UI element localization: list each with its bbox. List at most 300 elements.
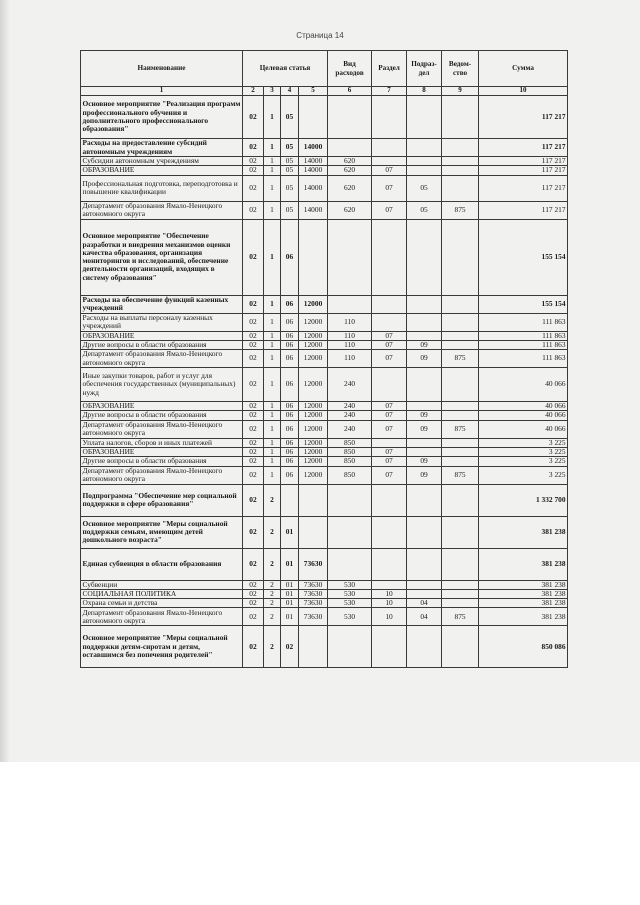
direction-code: 14000 bbox=[299, 139, 328, 157]
expense-kind: 240 bbox=[328, 368, 372, 402]
table-row bbox=[81, 457, 568, 466]
row-sum: 381 238 bbox=[479, 608, 568, 626]
department-code bbox=[442, 548, 479, 580]
subprogram-code: 1 bbox=[264, 313, 281, 331]
direction-code: 73630 bbox=[299, 580, 328, 589]
row-sum: 155 154 bbox=[479, 219, 568, 295]
direction-code: 12000 bbox=[299, 350, 328, 368]
subprogram-code: 1 bbox=[264, 219, 281, 295]
row-sum: 117 217 bbox=[479, 166, 568, 175]
expense-kind bbox=[328, 96, 372, 139]
program-code: 02 bbox=[243, 589, 264, 598]
activity-code: 06 bbox=[281, 340, 299, 349]
direction-code: 73630 bbox=[299, 589, 328, 598]
row-name: Департамент образования Ямало-Ненецкого автономного округа bbox=[81, 350, 243, 368]
activity-code: 06 bbox=[281, 368, 299, 402]
activity-code: 05 bbox=[281, 166, 299, 175]
row-name: Департамент образования Ямало-Ненецкого автономного округа bbox=[81, 201, 243, 219]
section-code: 07 bbox=[372, 350, 407, 368]
program-code: 02 bbox=[243, 484, 264, 516]
table-row bbox=[81, 580, 568, 589]
section-code: 07 bbox=[372, 411, 407, 420]
subsection-code bbox=[407, 166, 442, 175]
activity-code: 06 bbox=[281, 420, 299, 438]
department-code: 875 bbox=[442, 608, 479, 626]
section-code: 10 bbox=[372, 608, 407, 626]
expense-kind: 850 bbox=[328, 438, 372, 447]
department-code bbox=[442, 175, 479, 201]
direction-code: 14000 bbox=[299, 157, 328, 166]
subprogram-code: 2 bbox=[264, 599, 281, 608]
program-code: 02 bbox=[243, 175, 264, 201]
row-sum: 3 225 bbox=[479, 457, 568, 466]
subsection-code: 09 bbox=[407, 340, 442, 349]
activity-code: 01 bbox=[281, 589, 299, 598]
subprogram-code: 1 bbox=[264, 340, 281, 349]
row-name: Расходы на выплаты персоналу казенных учреждений bbox=[81, 313, 243, 331]
subsection-code: 09 bbox=[407, 411, 442, 420]
expense-kind: 110 bbox=[328, 331, 372, 340]
section-code: 07 bbox=[372, 466, 407, 484]
subprogram-code: 1 bbox=[264, 447, 281, 456]
row-sum: 40 066 bbox=[479, 402, 568, 411]
program-code: 02 bbox=[243, 166, 264, 175]
row-sum: 111 863 bbox=[479, 313, 568, 331]
subsection-code bbox=[407, 447, 442, 456]
program-code: 02 bbox=[243, 599, 264, 608]
header-expense-kind: Вид расходов bbox=[328, 51, 372, 87]
row-name: Другие вопросы в области образования bbox=[81, 411, 243, 420]
department-code bbox=[442, 157, 479, 166]
subsection-code bbox=[407, 580, 442, 589]
row-name: ОБРАЗОВАНИЕ bbox=[81, 447, 243, 456]
row-name: Подпрограмма "Обеспечение мер социальной поддержки в сфере образования" bbox=[81, 484, 243, 516]
column-number: 10 bbox=[479, 87, 568, 96]
table-row bbox=[81, 201, 568, 219]
header-subsection: Подраз-дел bbox=[407, 51, 442, 87]
row-sum: 117 217 bbox=[479, 175, 568, 201]
subprogram-code: 1 bbox=[264, 201, 281, 219]
subsection-code bbox=[407, 313, 442, 331]
subsection-code bbox=[407, 516, 442, 548]
subprogram-code: 1 bbox=[264, 438, 281, 447]
subsection-code bbox=[407, 589, 442, 598]
table-row bbox=[81, 139, 568, 157]
column-number: 1 bbox=[81, 87, 243, 96]
row-sum: 3 225 bbox=[479, 466, 568, 484]
direction-code bbox=[299, 484, 328, 516]
direction-code: 73630 bbox=[299, 548, 328, 580]
program-code: 02 bbox=[243, 313, 264, 331]
table-row bbox=[81, 166, 568, 175]
row-name: Основное мероприятие "Меры социальной поддержки семьям, имеющим детей дошкольного возраста" bbox=[81, 516, 243, 548]
program-code: 02 bbox=[243, 626, 264, 668]
row-name: Охрана семьи и детства bbox=[81, 599, 243, 608]
section-code bbox=[372, 295, 407, 313]
row-name: Основное мероприятие "Реализация программ профессионального обучения и дополнительного профессионального образования" bbox=[81, 96, 243, 139]
subprogram-code: 1 bbox=[264, 157, 281, 166]
header-sum: Сумма bbox=[479, 51, 568, 87]
table-row bbox=[81, 313, 568, 331]
direction-code: 12000 bbox=[299, 340, 328, 349]
expense-kind bbox=[328, 219, 372, 295]
program-code: 02 bbox=[243, 368, 264, 402]
section-code: 07 bbox=[372, 201, 407, 219]
row-name: Департамент образования Ямало-Ненецкого автономного округа bbox=[81, 420, 243, 438]
row-sum: 111 863 bbox=[479, 340, 568, 349]
subsection-code bbox=[407, 295, 442, 313]
subsection-code: 09 bbox=[407, 466, 442, 484]
program-code: 02 bbox=[243, 402, 264, 411]
activity-code: 02 bbox=[281, 626, 299, 668]
subsection-code: 09 bbox=[407, 420, 442, 438]
activity-code: 05 bbox=[281, 175, 299, 201]
row-sum: 117 217 bbox=[479, 139, 568, 157]
table-row bbox=[81, 175, 568, 201]
direction-code: 73630 bbox=[299, 599, 328, 608]
row-sum: 3 225 bbox=[479, 438, 568, 447]
activity-code: 06 bbox=[281, 331, 299, 340]
subprogram-code: 1 bbox=[264, 402, 281, 411]
section-code bbox=[372, 438, 407, 447]
activity-code: 05 bbox=[281, 96, 299, 139]
section-code bbox=[372, 157, 407, 166]
subprogram-code: 1 bbox=[264, 166, 281, 175]
row-name: Иные закупки товаров, работ и услуг для обеспечения государственных (муниципальных) нужд bbox=[81, 368, 243, 402]
program-code: 02 bbox=[243, 516, 264, 548]
subsection-code: 09 bbox=[407, 457, 442, 466]
table-row bbox=[81, 447, 568, 456]
department-code bbox=[442, 96, 479, 139]
activity-code: 05 bbox=[281, 157, 299, 166]
activity-code: 05 bbox=[281, 201, 299, 219]
table-row bbox=[81, 516, 568, 548]
table-row bbox=[81, 411, 568, 420]
activity-code: 06 bbox=[281, 219, 299, 295]
program-code: 02 bbox=[243, 420, 264, 438]
row-name: Субсидии автономным учреждениям bbox=[81, 157, 243, 166]
section-code: 07 bbox=[372, 340, 407, 349]
department-code bbox=[442, 295, 479, 313]
direction-code: 12000 bbox=[299, 331, 328, 340]
row-sum: 381 238 bbox=[479, 599, 568, 608]
row-name: Департамент образования Ямало-Ненецкого автономного округа bbox=[81, 466, 243, 484]
subsection-code bbox=[407, 219, 442, 295]
budget-table bbox=[80, 50, 568, 668]
row-sum: 155 154 bbox=[479, 295, 568, 313]
subprogram-code: 2 bbox=[264, 608, 281, 626]
department-code bbox=[442, 166, 479, 175]
direction-code: 12000 bbox=[299, 368, 328, 402]
activity-code: 01 bbox=[281, 580, 299, 589]
expense-kind: 530 bbox=[328, 608, 372, 626]
table-row bbox=[81, 350, 568, 368]
department-code bbox=[442, 219, 479, 295]
table-row bbox=[81, 402, 568, 411]
section-code bbox=[372, 548, 407, 580]
department-code: 875 bbox=[442, 466, 479, 484]
subsection-code bbox=[407, 157, 442, 166]
department-code bbox=[442, 411, 479, 420]
subsection-code bbox=[407, 484, 442, 516]
subsection-code: 04 bbox=[407, 608, 442, 626]
expense-kind: 110 bbox=[328, 340, 372, 349]
row-sum: 40 066 bbox=[479, 411, 568, 420]
subprogram-code: 1 bbox=[264, 139, 281, 157]
expense-kind: 240 bbox=[328, 420, 372, 438]
subsection-code bbox=[407, 438, 442, 447]
row-name: Основное мероприятие "Обеспечение разработки и внедрения механизмов оценки качества образования, организация мониторингов и исследований, обеспечение деятельности организаций, входящих в систему образования" bbox=[81, 219, 243, 295]
row-sum: 850 086 bbox=[479, 626, 568, 668]
table-row bbox=[81, 608, 568, 626]
program-code: 02 bbox=[243, 219, 264, 295]
column-number: 7 bbox=[372, 87, 407, 96]
activity-code: 01 bbox=[281, 599, 299, 608]
program-code: 02 bbox=[243, 438, 264, 447]
column-number: 6 bbox=[328, 87, 372, 96]
row-sum: 381 238 bbox=[479, 548, 568, 580]
direction-code: 12000 bbox=[299, 457, 328, 466]
department-code bbox=[442, 580, 479, 589]
direction-code: 12000 bbox=[299, 438, 328, 447]
direction-code: 12000 bbox=[299, 466, 328, 484]
section-code: 07 bbox=[372, 166, 407, 175]
header-name: Наименование bbox=[81, 51, 243, 87]
table-row bbox=[81, 484, 568, 516]
subprogram-code: 2 bbox=[264, 516, 281, 548]
expense-kind: 620 bbox=[328, 201, 372, 219]
row-sum: 381 238 bbox=[479, 516, 568, 548]
section-code: 07 bbox=[372, 331, 407, 340]
expense-kind bbox=[328, 484, 372, 516]
activity-code: 06 bbox=[281, 402, 299, 411]
subsection-code bbox=[407, 368, 442, 402]
activity-code: 01 bbox=[281, 608, 299, 626]
section-code bbox=[372, 368, 407, 402]
subprogram-code: 1 bbox=[264, 175, 281, 201]
subprogram-code: 1 bbox=[264, 420, 281, 438]
activity-code: 06 bbox=[281, 411, 299, 420]
subsection-code: 05 bbox=[407, 175, 442, 201]
activity-code: 06 bbox=[281, 438, 299, 447]
direction-code: 73630 bbox=[299, 608, 328, 626]
program-code: 02 bbox=[243, 340, 264, 349]
department-code bbox=[442, 402, 479, 411]
expense-kind: 850 bbox=[328, 457, 372, 466]
column-number-row bbox=[81, 87, 568, 96]
subsection-code bbox=[407, 139, 442, 157]
expense-kind: 530 bbox=[328, 589, 372, 598]
row-sum: 117 217 bbox=[479, 201, 568, 219]
program-code: 02 bbox=[243, 466, 264, 484]
department-code bbox=[442, 368, 479, 402]
direction-code: 12000 bbox=[299, 313, 328, 331]
section-code bbox=[372, 139, 407, 157]
row-sum: 40 066 bbox=[479, 420, 568, 438]
expense-kind: 110 bbox=[328, 350, 372, 368]
activity-code: 06 bbox=[281, 350, 299, 368]
section-code: 10 bbox=[372, 589, 407, 598]
table-row bbox=[81, 420, 568, 438]
section-code: 07 bbox=[372, 402, 407, 411]
table-row bbox=[81, 368, 568, 402]
section-code bbox=[372, 580, 407, 589]
subprogram-code: 1 bbox=[264, 411, 281, 420]
department-code bbox=[442, 313, 479, 331]
column-number: 4 bbox=[281, 87, 299, 96]
direction-code bbox=[299, 219, 328, 295]
column-number: 8 bbox=[407, 87, 442, 96]
direction-code bbox=[299, 626, 328, 668]
direction-code bbox=[299, 516, 328, 548]
activity-code: 06 bbox=[281, 457, 299, 466]
direction-code: 12000 bbox=[299, 420, 328, 438]
direction-code: 14000 bbox=[299, 175, 328, 201]
subprogram-code: 2 bbox=[264, 589, 281, 598]
subsection-code bbox=[407, 96, 442, 139]
row-name: Основное мероприятие "Меры социальной поддержки детям-сиротам и детям, оставшимся без попечения родителей" bbox=[81, 626, 243, 668]
expense-kind: 240 bbox=[328, 402, 372, 411]
expense-kind: 850 bbox=[328, 466, 372, 484]
subsection-code bbox=[407, 626, 442, 668]
department-code bbox=[442, 139, 479, 157]
program-code: 02 bbox=[243, 457, 264, 466]
section-code bbox=[372, 484, 407, 516]
expense-kind: 620 bbox=[328, 157, 372, 166]
table-row bbox=[81, 466, 568, 484]
table-header-row bbox=[81, 51, 568, 87]
section-code: 07 bbox=[372, 447, 407, 456]
department-code: 875 bbox=[442, 420, 479, 438]
program-code: 02 bbox=[243, 608, 264, 626]
row-name: Департамент образования Ямало-Ненецкого автономного округа bbox=[81, 608, 243, 626]
expense-kind bbox=[328, 295, 372, 313]
activity-code: 05 bbox=[281, 139, 299, 157]
section-code: 10 bbox=[372, 599, 407, 608]
row-name: Субвенции bbox=[81, 580, 243, 589]
subsection-code: 05 bbox=[407, 201, 442, 219]
program-code: 02 bbox=[243, 139, 264, 157]
expense-kind bbox=[328, 548, 372, 580]
header-department: Ведом-ство bbox=[442, 51, 479, 87]
section-code bbox=[372, 219, 407, 295]
activity-code: 06 bbox=[281, 313, 299, 331]
section-code: 07 bbox=[372, 457, 407, 466]
column-number: 5 bbox=[299, 87, 328, 96]
program-code: 02 bbox=[243, 157, 264, 166]
activity-code bbox=[281, 484, 299, 516]
department-code: 875 bbox=[442, 350, 479, 368]
subprogram-code: 1 bbox=[264, 96, 281, 139]
expense-kind: 530 bbox=[328, 580, 372, 589]
expense-kind: 620 bbox=[328, 175, 372, 201]
table-row bbox=[81, 599, 568, 608]
direction-code: 12000 bbox=[299, 295, 328, 313]
row-name: ОБРАЗОВАНИЕ bbox=[81, 331, 243, 340]
table-row bbox=[81, 219, 568, 295]
row-sum: 117 217 bbox=[479, 96, 568, 139]
direction-code: 12000 bbox=[299, 411, 328, 420]
row-name: Расходы на предоставление субсидий автономным учреждениям bbox=[81, 139, 243, 157]
table-row bbox=[81, 96, 568, 139]
table-row bbox=[81, 626, 568, 668]
row-sum: 3 225 bbox=[479, 447, 568, 456]
row-name: Единая субвенция в области образования bbox=[81, 548, 243, 580]
subprogram-code: 1 bbox=[264, 368, 281, 402]
program-code: 02 bbox=[243, 548, 264, 580]
subprogram-code: 1 bbox=[264, 457, 281, 466]
section-code bbox=[372, 626, 407, 668]
activity-code: 06 bbox=[281, 295, 299, 313]
department-code bbox=[442, 516, 479, 548]
activity-code: 06 bbox=[281, 466, 299, 484]
subprogram-code: 1 bbox=[264, 350, 281, 368]
activity-code: 01 bbox=[281, 548, 299, 580]
header-section: Раздел bbox=[372, 51, 407, 87]
subsection-code: 09 bbox=[407, 350, 442, 368]
expense-kind bbox=[328, 516, 372, 548]
program-code: 02 bbox=[243, 447, 264, 456]
row-sum: 111 863 bbox=[479, 350, 568, 368]
subprogram-code: 2 bbox=[264, 580, 281, 589]
department-code bbox=[442, 438, 479, 447]
column-number: 2 bbox=[243, 87, 264, 96]
row-sum: 1 332 700 bbox=[479, 484, 568, 516]
department-code bbox=[442, 340, 479, 349]
program-code: 02 bbox=[243, 580, 264, 589]
program-code: 02 bbox=[243, 411, 264, 420]
row-name: Уплата налогов, сборов и иных платежей bbox=[81, 438, 243, 447]
column-number: 3 bbox=[264, 87, 281, 96]
program-code: 02 bbox=[243, 96, 264, 139]
direction-code: 14000 bbox=[299, 166, 328, 175]
table-row bbox=[81, 295, 568, 313]
subsection-code: 04 bbox=[407, 599, 442, 608]
expense-kind: 850 bbox=[328, 447, 372, 456]
department-code bbox=[442, 589, 479, 598]
department-code bbox=[442, 457, 479, 466]
expense-kind: 530 bbox=[328, 599, 372, 608]
subprogram-code: 1 bbox=[264, 466, 281, 484]
department-code bbox=[442, 331, 479, 340]
page-number: Страница 14 bbox=[296, 31, 344, 40]
subprogram-code: 2 bbox=[264, 626, 281, 668]
activity-code: 06 bbox=[281, 447, 299, 456]
row-name: ОБРАЗОВАНИЕ bbox=[81, 166, 243, 175]
row-sum: 111 863 bbox=[479, 331, 568, 340]
direction-code bbox=[299, 96, 328, 139]
department-code bbox=[442, 599, 479, 608]
table-body bbox=[81, 96, 568, 668]
section-code bbox=[372, 313, 407, 331]
row-name: ОБРАЗОВАНИЕ bbox=[81, 402, 243, 411]
row-sum: 117 217 bbox=[479, 157, 568, 166]
subsection-code bbox=[407, 402, 442, 411]
expense-kind bbox=[328, 139, 372, 157]
subprogram-code: 1 bbox=[264, 331, 281, 340]
row-sum: 40 066 bbox=[479, 368, 568, 402]
table-row bbox=[81, 438, 568, 447]
direction-code: 14000 bbox=[299, 201, 328, 219]
expense-kind: 240 bbox=[328, 411, 372, 420]
program-code: 02 bbox=[243, 350, 264, 368]
row-sum: 381 238 bbox=[479, 589, 568, 598]
row-name: Другие вопросы в области образования bbox=[81, 457, 243, 466]
row-name: СОЦИАЛЬНАЯ ПОЛИТИКА bbox=[81, 589, 243, 598]
subprogram-code: 2 bbox=[264, 484, 281, 516]
section-code bbox=[372, 96, 407, 139]
expense-kind: 620 bbox=[328, 166, 372, 175]
